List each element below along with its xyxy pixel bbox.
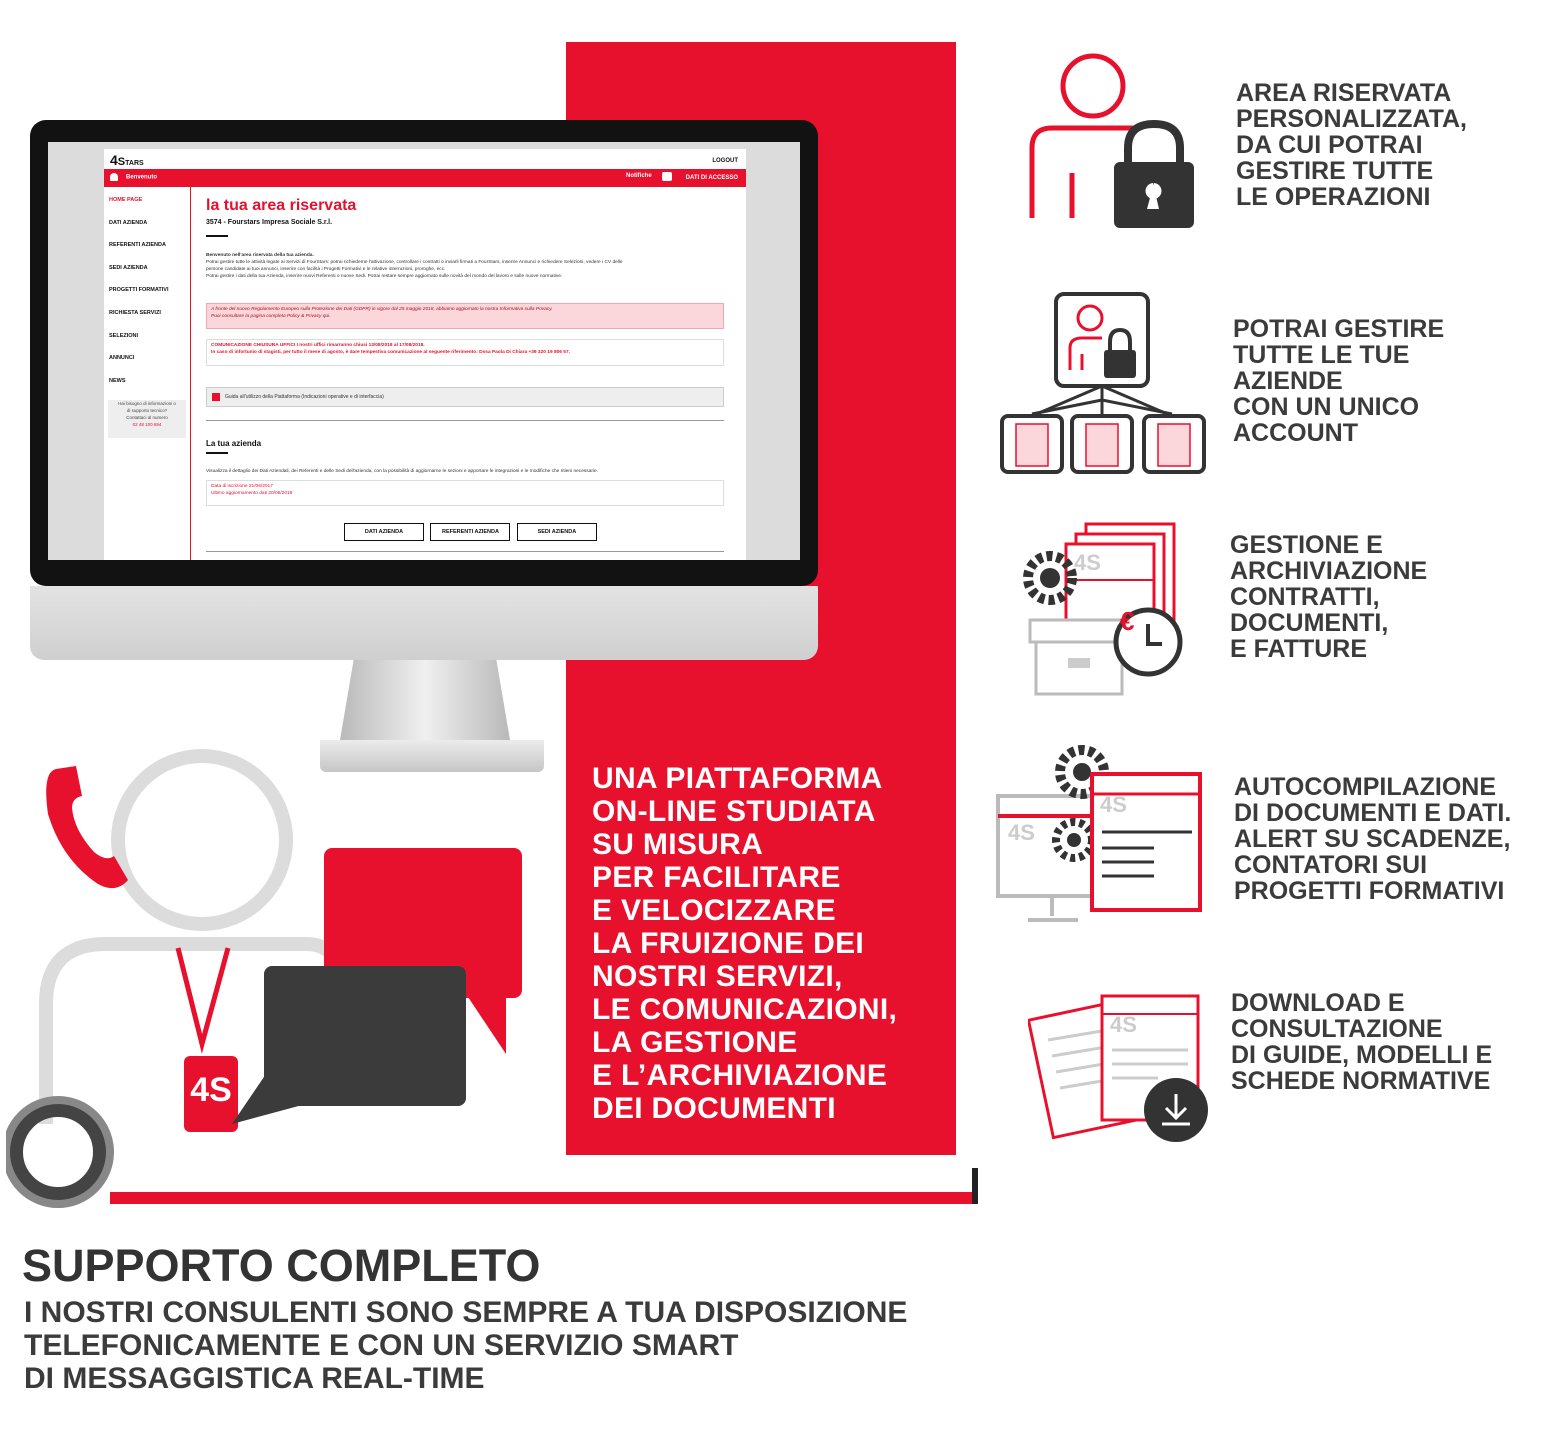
welcome-user: Benvenuto	[110, 173, 157, 181]
help-phone[interactable]: 02 48 100 694	[132, 422, 162, 427]
feature-single-account: POTRAI GESTIRE TUTTE LE TUE AZIENDE CON UN UNICO ACCOUNT	[1233, 315, 1445, 447]
feature-downloads: DOWNLOAD E CONSULTAZIONE DI GUIDE, MODELLI E SCHEDE NORMATIVE	[1231, 989, 1493, 1095]
platform-line: UNA PIATTAFORMA	[592, 762, 883, 795]
multi-company-account-icon	[998, 290, 1208, 480]
download-guides-icon	[1028, 990, 1214, 1146]
company-description: Visualizza il dettaglio dei Dati Aziendali, dei Referenti e delle Sedi dell'azienda, con la possibilità di aggiornarne le sezioni e apportare le integrazioni e le modifiche che ritieni necessarie.	[206, 469, 599, 474]
nav-company-contacts[interactable]: REFERENTI AZIENDA	[109, 242, 166, 248]
svg-text:€: €	[1120, 606, 1135, 636]
brand-logo: 4STARS	[110, 152, 144, 168]
download-icon	[212, 393, 220, 401]
nav-service-request[interactable]: RICHIESTA SERVIZI	[109, 310, 161, 316]
intro-text: Potrai gestire tutte le attività legate ai Servizi di FourStars: potrai richiederne l'attivazione, controllare i contratti o inviarli firmati a FourStars, inserire Annunci e richiedere Selezioni, vedere i CV delle	[206, 260, 623, 265]
divider	[206, 420, 724, 421]
nav-company-sites[interactable]: SEDI AZIENDA	[109, 265, 148, 271]
nav-home[interactable]: HOME PAGE	[109, 197, 143, 203]
document-archive-icon	[1016, 520, 1196, 698]
platform-line: PER FACILITARE	[592, 861, 841, 894]
svg-text:4S: 4S	[1074, 550, 1101, 575]
company-sites-button[interactable]: SEDI AZIENDA	[517, 523, 597, 541]
user-icon	[110, 173, 118, 181]
reserved-area-page	[104, 149, 746, 560]
company-section-title: La tua azienda	[206, 439, 262, 448]
support-title: SUPPORTO COMPLETO	[22, 1240, 541, 1291]
platform-line: E L’ARCHIVIAZIONE	[592, 1059, 888, 1092]
gdpr-alert: A fronte del nuovo Regolamento Europeo sulla Protezione dei Dati (GDPR) in vigore dal 25 maggio 2018, abbiamo aggiornato la nostra Informativa sulla Privacy. Puoi consultare la pagina completa Policy & Privacy qui.	[206, 303, 724, 329]
title-underline	[206, 235, 228, 237]
monitor-stand	[340, 660, 510, 740]
platform-line: SU MISURA	[592, 828, 764, 861]
side-navigation	[104, 187, 191, 560]
monitor-chin	[30, 586, 818, 660]
feature-reserved-area: AREA RISERVATA PERSONALIZZATA, DA CUI POTRAI GESTIRE TUTTE LE OPERAZIONI	[1236, 79, 1468, 211]
notifications-link[interactable]: Notifiche	[626, 173, 652, 179]
chat-bubble-icon[interactable]	[662, 172, 672, 181]
platform-line: LA GESTIONE	[592, 1026, 798, 1059]
page-title: la tua area riservata	[206, 197, 357, 214]
nav-selections[interactable]: SELEZIONI	[109, 333, 139, 339]
section-underline	[206, 452, 228, 454]
company-name: 3574 - Fourstars Impresa Sociale S.r.l.	[206, 219, 333, 226]
platform-line: ON-LINE STUDIATA	[592, 795, 876, 828]
company-data-button[interactable]: DATI AZIENDA	[344, 523, 424, 541]
top-bar	[104, 169, 746, 187]
access-data-link[interactable]: DATI DI ACCESSO	[685, 175, 738, 181]
feature-archive: GESTIONE E ARCHIVIAZIONE CONTRATTI, DOCUMENTI, E FATTURE	[1230, 531, 1428, 663]
company-dates: Data di iscrizione 21/06/2017 Ultimo aggiornamento dati 20/06/2018	[206, 480, 724, 506]
company-contacts-button[interactable]: REFERENTI AZIENDA	[430, 523, 510, 541]
autofill-documents-icon	[994, 736, 1206, 930]
support-person-illustration	[6, 744, 546, 1214]
support-underline-tail	[972, 1168, 978, 1204]
user-lock-icon	[1020, 48, 1210, 238]
closure-notice: COMUNICAZIONE CHIUSURA UFFICI I nostri uffici rimarranno chiusi 13/08/2018 al 17/08/2018. In caso di infortunio di stagisti, per tutto il mese di agosto, è dare tempestiva comunicazione al seguente riferimento: Dssa Paola Di Chiara +39 320 19 806 57.	[206, 339, 724, 366]
logout-link[interactable]: LOGOUT	[712, 158, 738, 164]
platform-line: E VELOCIZZARE	[592, 894, 836, 927]
nav-news[interactable]: NEWS	[109, 378, 126, 384]
company-buttons	[344, 520, 599, 541]
monitor-screen	[48, 142, 800, 560]
badge-text: 4S	[190, 1071, 232, 1109]
svg-text:4S: 4S	[1008, 820, 1035, 845]
svg-text:4S: 4S	[1110, 1012, 1137, 1037]
nav-training-projects[interactable]: PROGETTI FORMATIVI	[109, 287, 169, 293]
platform-line: DEI DOCUMENTI	[592, 1092, 836, 1125]
nav-ads[interactable]: ANNUNCI	[109, 355, 135, 361]
divider	[206, 551, 724, 552]
intro-text: Potrai gestire i dati della tua Azienda, inserire nuovi Referenti o nuove Sedi. Potrai restare sempre aggiornato sulle novità del mondo del lavoro e sulle nuove normative.	[206, 274, 563, 279]
intro-heading: Benvenuto nell'area riservata della tua azienda.	[206, 253, 314, 258]
svg-text:4S: 4S	[1100, 792, 1127, 817]
platform-line: LE COMUNICAZIONI,	[592, 993, 898, 1026]
platform-guide-link[interactable]: Guida all'utilizzo della Piattaforma (Indicazioni operative e di interfaccia)	[206, 387, 724, 407]
support-underline	[110, 1192, 978, 1204]
help-box: Hai bisogno di informazioni o di supporto tecnico? Contattaci al numero 02 48 100 694	[108, 400, 186, 438]
platform-description	[592, 762, 952, 1125]
intro-text: persone candidate ai tuoi annunci, inserire con facilità i Progetti Formativi e le relative interruzioni, proroghe, ecc.	[206, 267, 446, 272]
nav-company-data[interactable]: DATI AZIENDA	[109, 220, 148, 226]
platform-line: NOSTRI SERVIZI,	[592, 960, 843, 993]
platform-line: LA FRUIZIONE DEI	[592, 927, 865, 960]
feature-autofill: AUTOCOMPILAZIONE DI DOCUMENTI E DATI. ALERT SU SCADENZE, CONTATORI SUI PROGETTI FORMATIVI	[1234, 773, 1512, 905]
support-description: I NOSTRI CONSULENTI SONO SEMPRE A TUA DISPOSIZIONE TELEFONICAMENTE E CON UN SERVIZIO SMART DI MESSAGGISTICA REAL-TIME	[24, 1296, 908, 1395]
